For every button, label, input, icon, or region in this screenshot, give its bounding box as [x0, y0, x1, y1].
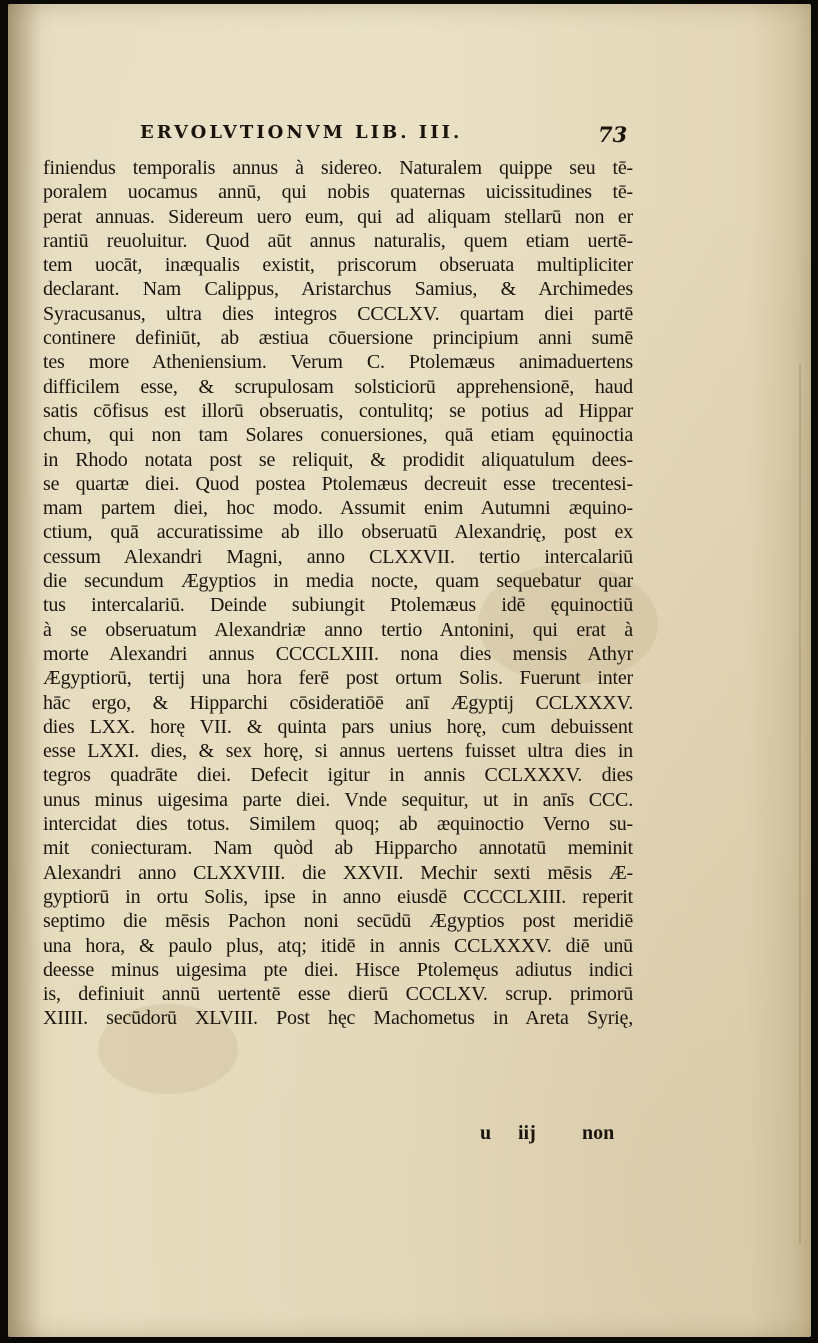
text-line: XIIII. secūdorū XLVIII. Post hęc Machometus in Areta Syrię, — [43, 1007, 633, 1030]
text-line: perat annuas. Sidereum uero eum, qui ad aliquam stellarū non er — [43, 205, 633, 228]
book-page — [8, 4, 811, 1337]
text-line: intercidat dies totus. Similem quoq; ab æquinoctio Verno su- — [43, 813, 633, 836]
text-line: à se obseruatum Alexandriæ anno tertio Antonini, qui erat à — [43, 618, 633, 641]
text-line: rantiū reuoluitur. Quod aūt annus naturalis, quem etiam uertē- — [43, 229, 633, 252]
gutter-shadow — [8, 4, 42, 1337]
page-edge-crease — [799, 364, 801, 1244]
text-line: se quartæ diei. Quod postea Ptolemæus decreuit esse trecentesi- — [43, 472, 633, 495]
text-line: Syracusanus, ultra dies integros CCCLXV. quartam diei partē — [43, 302, 633, 325]
text-line: deesse minus uigesima pte diei. Hisce Ptolemęus adiutus indici — [43, 958, 633, 981]
body-text — [43, 156, 633, 1031]
text-line: Alexandri anno CLXXVIII. die XXVII. Mechir sexti mēsis Æ- — [43, 861, 633, 884]
text-line: poralem uocamus annū, qui nobis quaternas uicissitudines tē- — [43, 181, 633, 204]
signature-number: iij — [518, 1122, 536, 1144]
text-line: unus minus uigesima parte diei. Vnde sequitur, ut in anīs CCC. — [43, 788, 633, 811]
text-line: cessum Alexandri Magni, anno CLXXVII. tertio intercalariū — [43, 545, 633, 568]
text-line: tegros quadrāte diei. Defecit igitur in annis CCLXXXV. dies — [43, 764, 633, 787]
text-line: ctium, quā accuratissime ab illo obseruatū Alexandrię, post ex — [43, 521, 633, 544]
text-line: tes more Atheniensium. Verum C. Ptolemæus animaduertens — [43, 351, 633, 374]
text-line: is, definiuit annū uertentē esse dierū CCCLXV. scrup. primorū — [43, 983, 633, 1006]
text-line: satis cōfisus est illorū obseruatis, contulitq; se potius ad Hippar — [43, 399, 633, 422]
text-line: Ægyptiorū, tertij una hora ferē post ortum Solis. Fuerunt inter — [43, 667, 633, 690]
text-line: septimo die mēsis Pachon noni secūdū Ægyptios post meridiē — [43, 910, 633, 933]
text-line: continere definiūt, ab æstiua cōuersione principium anni sumē — [43, 327, 633, 350]
page-number: 73 — [598, 122, 628, 147]
text-line: finiendus temporalis annus à sidereo. Naturalem quippe seu tē- — [43, 157, 633, 179]
text-line: in Rhodo notata post se reliquit, & prodidit aliquatulum dees- — [43, 448, 633, 471]
text-line: die secundum Ægyptios in media nocte, quam sequebatur quar — [43, 570, 633, 593]
text-line: chum, qui non tam Solares conuersiones, quā etiam ęquinoctia — [43, 424, 633, 447]
running-head: ERVOLVTIONVM LIB. III. — [140, 122, 463, 143]
text-line: declarant. Nam Calippus, Aristarchus Samius, & Archimedes — [43, 278, 633, 301]
text-line: morte Alexandri annus CCCCLXIII. nona dies mensis Athyr — [43, 642, 633, 665]
text-line: hāc ergo, & Hipparchi cōsideratiōē anī Ægyptij CCLXXXV. — [43, 691, 633, 714]
catchword: non — [582, 1122, 615, 1144]
text-line: una hora, & paulo plus, atq; itidē in annis CCLXXXV. diē unū — [43, 934, 633, 957]
text-line: mit coniecturam. Nam quòd ab Hipparcho annotatū meminit — [43, 837, 633, 860]
text-line: tus intercalariū. Deinde subiungit Ptolemæus idē ęquinoctiū — [43, 594, 633, 617]
text-line: mam partem diei, hoc modo. Assumit enim Autumni æquino- — [43, 497, 633, 520]
text-line: tem uocāt, inæqualis existit, priscorum obseruata multipliciter — [43, 254, 633, 277]
signature-letter: u — [480, 1122, 492, 1144]
text-line: difficilem esse, & scrupulosam solsticiorū apprehensionē, haud — [43, 375, 633, 398]
text-line: gyptiorū in ortu Solis, ipse in anno eiusdē CCCCLXIII. reperit — [43, 885, 633, 908]
text-line: esse LXXI. dies, & sex horę, si annus uertens fuisset ultra dies in — [43, 740, 633, 763]
text-line: dies LXX. horę VII. & quinta pars unius horę, cum debuissent — [43, 715, 633, 738]
